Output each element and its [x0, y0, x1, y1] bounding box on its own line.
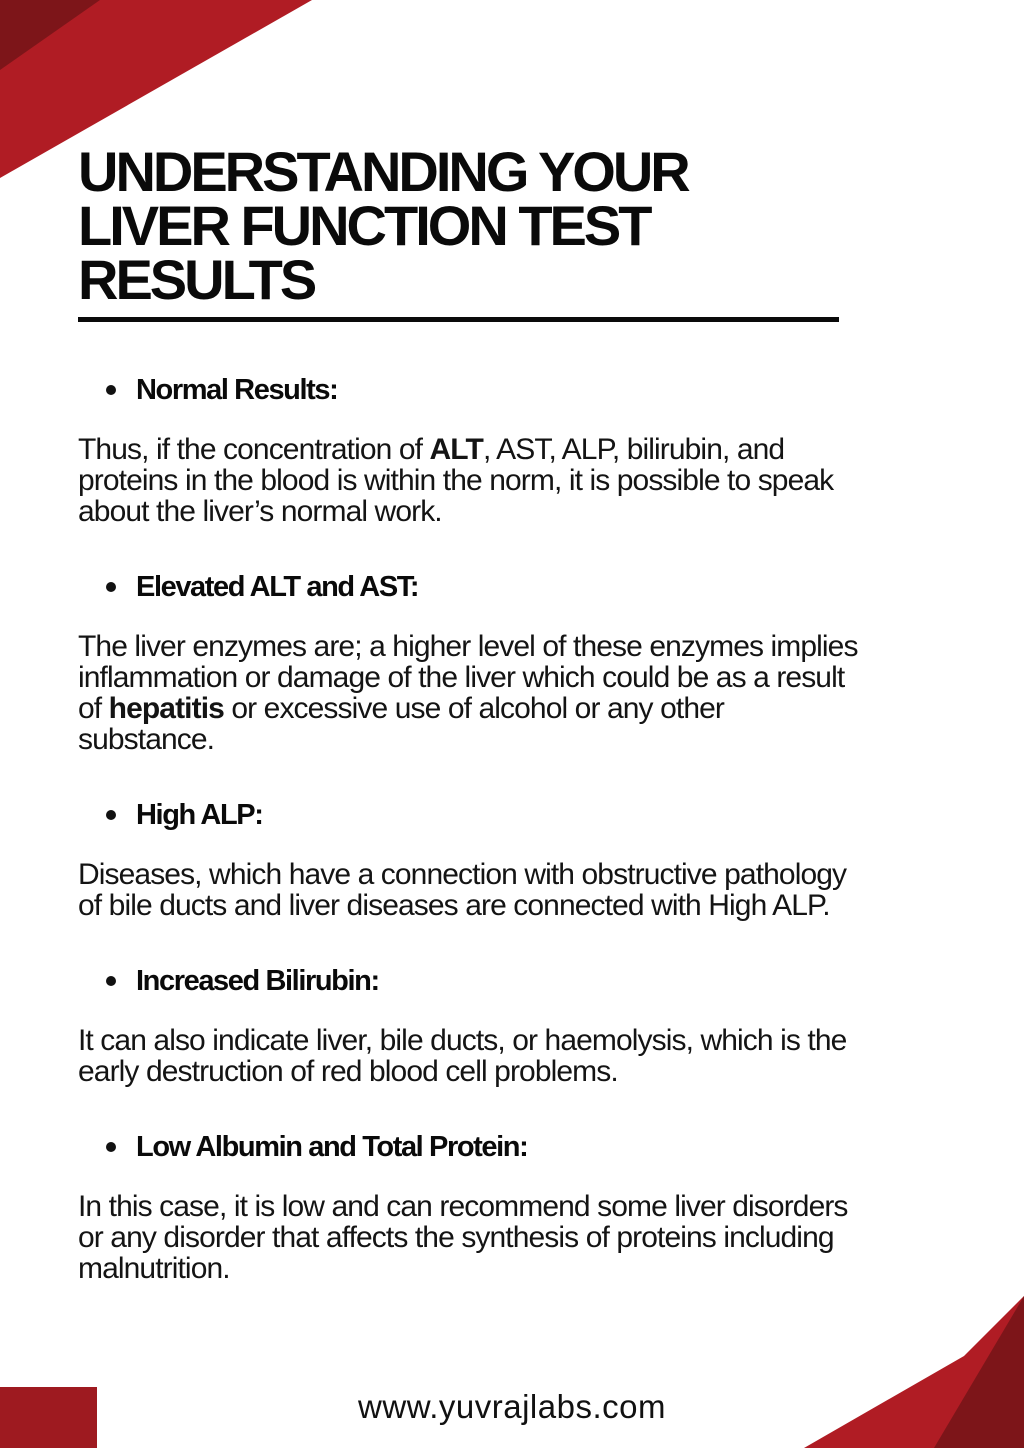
section-heading: Normal Results:	[136, 373, 338, 406]
footer-website-link[interactable]: www.yuvrajlabs.com	[358, 1388, 666, 1425]
section-heading-row	[78, 366, 858, 414]
section-high-alp	[78, 791, 858, 921]
section-increased-bilirubin	[78, 957, 858, 1087]
section-heading: Elevated ALT and AST:	[136, 570, 419, 603]
paragraph-bold-term: hepatitis	[108, 692, 224, 725]
bullet-icon	[106, 976, 116, 986]
paragraph-text: Thus, if the concentration of	[78, 433, 430, 466]
title-underline	[78, 317, 839, 322]
section-heading-row	[78, 563, 858, 611]
section-paragraph	[78, 859, 858, 921]
paragraph-text: or excessive use of alcohol or any other substance.	[78, 692, 724, 756]
bullet-icon	[106, 810, 116, 820]
paragraph-text: , AST, ALP, bilirubin, and proteins in the blood is within the norm, it is possible to speak about the liver’s normal work.	[78, 433, 834, 528]
bullet-icon	[106, 582, 116, 592]
section-low-albumin	[78, 1123, 858, 1284]
bullet-icon	[106, 385, 116, 395]
paragraph-text: Diseases, which have a connection with obstructive pathology of bile ducts and liver diseases are connected with High ALP.	[78, 858, 847, 922]
section-paragraph	[78, 631, 858, 755]
paragraph-text: It can also indicate liver, bile ducts, or haemolysis, which is the early destruction of red blood cell problems.	[78, 1024, 847, 1088]
section-paragraph	[78, 1025, 858, 1087]
section-heading-row	[78, 1123, 858, 1171]
paragraph-bold-term: ALT	[429, 433, 483, 466]
section-heading: High ALP:	[136, 798, 263, 831]
title-line: UNDERSTANDING YOUR	[78, 140, 688, 203]
section-elevated-alt-ast	[78, 563, 858, 755]
section-heading-row	[78, 791, 858, 839]
results-list	[78, 366, 858, 1320]
bullet-icon	[106, 1142, 116, 1152]
section-paragraph	[78, 1191, 858, 1284]
section-normal-results	[78, 366, 858, 527]
title-line: LIVER FUNCTION TEST	[78, 194, 650, 257]
section-paragraph	[78, 434, 858, 527]
paragraph-text: The liver enzymes are; a higher level of these enzymes implies inflammation or damage of the liver which could be as a result of	[78, 630, 858, 725]
page-title	[78, 140, 938, 311]
title-line: RESULTS	[78, 248, 315, 311]
paragraph-text: In this case, it is low and can recommend some liver disorders or any disorder that affects the synthesis of proteins including malnutrition.	[78, 1190, 848, 1285]
section-heading: Low Albumin and Total Protein:	[136, 1130, 528, 1163]
section-heading: Increased Bilirubin:	[136, 964, 379, 997]
section-heading-row	[78, 957, 858, 1005]
